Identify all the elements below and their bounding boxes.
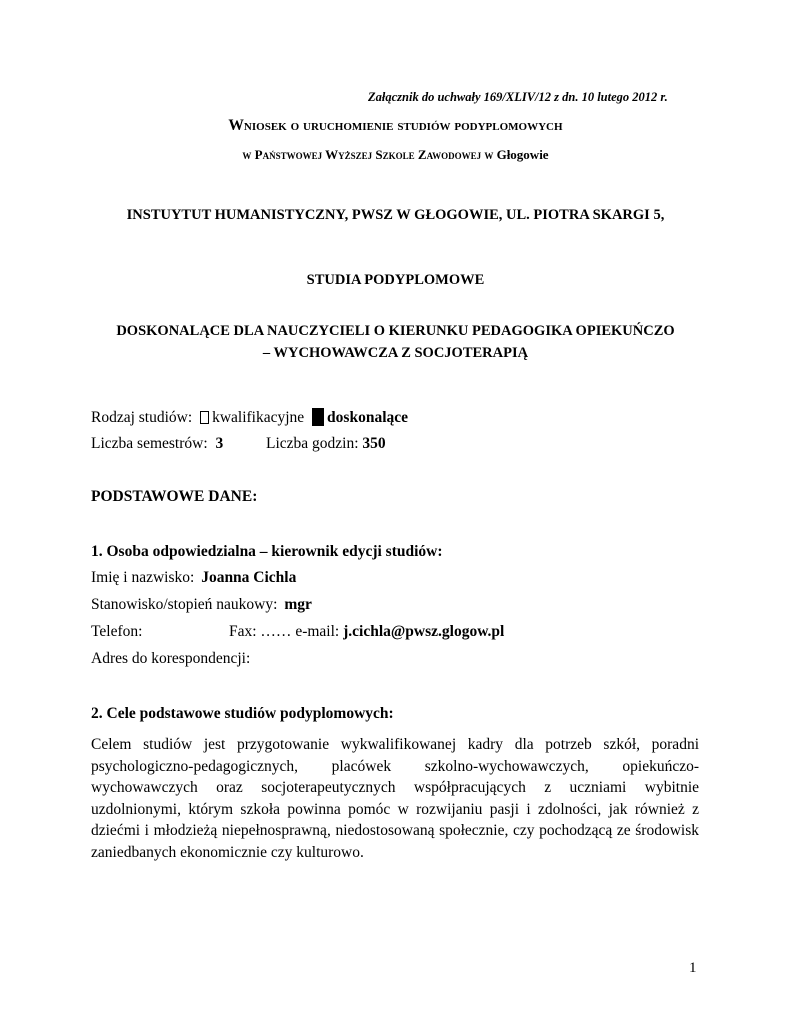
section1-heading: 1. Osoba odpowiedzialna – kierownik edycji studiów:: [91, 543, 443, 560]
contact-row: [229, 623, 504, 641]
basic-data-heading: PODSTAWOWE DANE:: [91, 488, 258, 505]
position-value: mgr: [284, 596, 312, 613]
semesters-row: [91, 435, 223, 453]
direction-line-1: DOSKONALĄCE DLA NAUCZYCIELI O KIERUNKU PEDAGOGIKA OPIEKUŃCZO: [116, 323, 675, 339]
email-value: j.cichla@pwsz.glogow.pl: [343, 623, 505, 640]
annex-note: Załącznik do uchwały 169/XLIV/12 z dn. 10 lutego 2012 r.: [368, 90, 668, 104]
study-type-label: Rodzaj studiów:: [91, 409, 193, 426]
goals-paragraph: Celem studiów jest przygotowanie wykwalifikowanej kadry dla potrzeb szkół, poradni psychologiczno-pedagogicznych, placówek szkolno-wychowawczych, opiekuńczo-wychowawczych oraz socjoterapeutycznych współpracujących z uczniami wybitnie uzdolnionymi, którym szkoła powinna pomóc w rozwijaniu pasji i zdolności, jak również z dziećmi i młodzieżą niepełnosprawną, niedostosowaną społecznie, czy pochodzącą ze środowisk zaniedbanych ekonomicznie czy kulturowo.: [91, 736, 699, 861]
phone-label: Telefon:: [91, 623, 143, 640]
position-label: Stanowisko/stopień naukowy:: [91, 596, 278, 613]
direction-line-2: – WYCHOWAWCZA Z SOCJOTERAPIĄ: [262, 345, 529, 361]
name-label: Imię i nazwisko:: [91, 569, 195, 586]
institute-heading: INSTUYTUT HUMANISTYCZNY, PWSZ W GŁOGOWIE, UL. PIOTRA SKARGI 5,: [126, 207, 665, 223]
subtitle-city: Głogowie: [496, 147, 549, 162]
checkbox-doskonalace[interactable]: [312, 408, 324, 426]
subtitle-prefix: w Państwowej Wyższej Szkole Zawodowej w: [242, 147, 497, 162]
email-label: e-mail:: [295, 623, 340, 640]
hours-row: [266, 435, 386, 453]
semesters-label: Liczba semestrów:: [91, 435, 208, 452]
page-number: 1: [689, 960, 697, 976]
position-row: [91, 596, 312, 614]
studies-heading: STUDIA PODYPLOMOWE: [306, 272, 485, 288]
option-doskonalace-label: doskonalące: [327, 409, 409, 426]
section2-heading: 2. Cele podstawowe studiów podyplomowych:: [91, 705, 394, 722]
address-label: Adres do korespondencji:: [91, 650, 251, 667]
hours-label: Liczba godzin:: [266, 435, 359, 452]
name-value: Joanna Cichla: [201, 569, 297, 586]
document-title: Wniosek o uruchomienie studiów podyplomowych: [228, 117, 563, 134]
document-subtitle: [0, 147, 791, 163]
name-row: [91, 569, 296, 587]
direction-heading: [0, 320, 791, 364]
fax-label: Fax: ……: [229, 623, 292, 640]
hours-value: 350: [362, 435, 386, 452]
study-type-row: [91, 408, 408, 427]
checkbox-kwalifikacyjne[interactable]: [200, 411, 209, 424]
semesters-value: 3: [215, 435, 224, 452]
option-kwalifikacyjne-label: kwalifikacyjne: [212, 409, 305, 426]
